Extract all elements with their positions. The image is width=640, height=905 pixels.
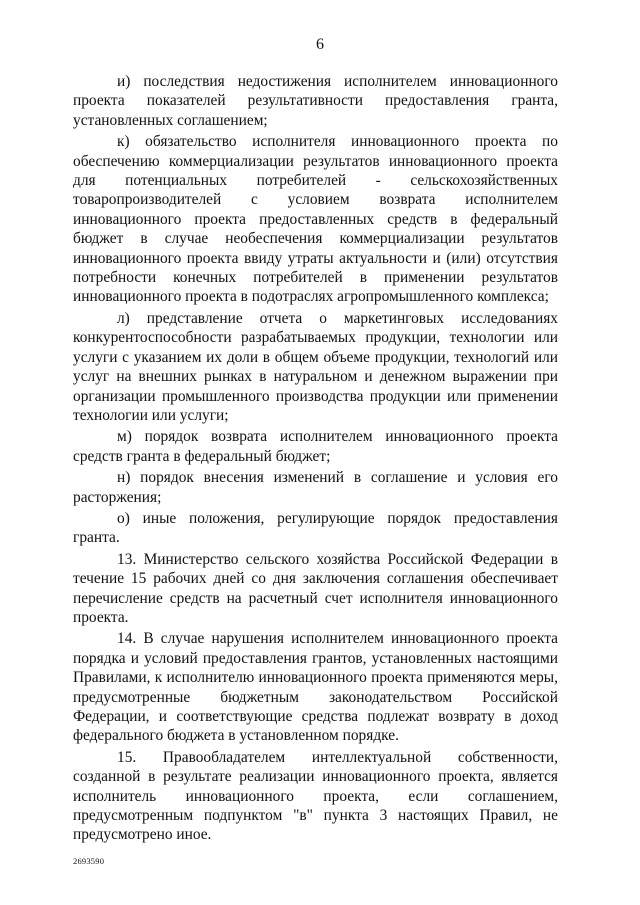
paragraph-l: л) представление отчета о маркетинговых исследованиях конкурентоспособности разрабатываемых продукции, технологии или услуги с указанием их доли в общем объеме продукции, технологий или услуг на внешних рынках в натуральном и денежном выражении при организации промышленного производства продукции или применении технологии или услуги; [73, 309, 558, 424]
paragraph-i: и) последствия недостижения исполнителем инновационного проекта показателей результативности предоставления гранта, установленных соглашением; [73, 73, 558, 129]
paragraph-n: н) порядок внесения изменений в соглашение и условия его расторжения; [73, 469, 558, 506]
document-body [73, 72, 558, 847]
page-number: 6 [316, 36, 324, 53]
paragraph-13: 13. Министерство сельского хозяйства Российской Федерации в течение 15 рабочих дней со дня заключения соглашения обеспечивает перечисление средств на расчетный счет исполнителя инновационного проекта. [73, 550, 558, 626]
paragraph-m: м) порядок возврата исполнителем инновационного проекта средств гранта в федеральный бюджет; [73, 428, 558, 465]
paragraph-14: 14. В случае нарушения исполнителем инновационного проекта порядка и условий предоставления грантов, установленных настоящими Правилами, к исполнителю инновационного проекта применяются меры, предусмотренные бюджетным законодательством Российской Федерации, и соответствующие средства подлежат возврату в доход федерального бюджета в установленном порядке. [73, 630, 558, 745]
paragraph-o: о) иные положения, регулирующие порядок предоставления гранта. [73, 509, 558, 547]
paragraph-15: 15. Правообладателем интеллектуальной собственности, созданной в результате реализации инновационного проекта, является исполнитель инновационного проекта, если соглашением, предусмотренным подпунктом "в" пункта 3 настоящих Правил, не предусмотрено иное. [73, 748, 558, 844]
paragraph-k: к) обязательство исполнителя инновационного проекта по обеспечению коммерциализации результатов инновационного проекта для потенциальных потребителей - сельскохозяйственных товаропроизводителей с условием возврата исполнителем инновационного проекта предоставленных средств в федеральный бюджет в случае необеспечения коммерциализации результатов инновационного проекта ввиду утраты актуальности и (или) отсутствия потребности конечных потребителей в применении результатов инновационного проекта в подотраслях агропромышленного комплекса; [73, 133, 558, 306]
document-code: 2693590 [73, 856, 105, 866]
